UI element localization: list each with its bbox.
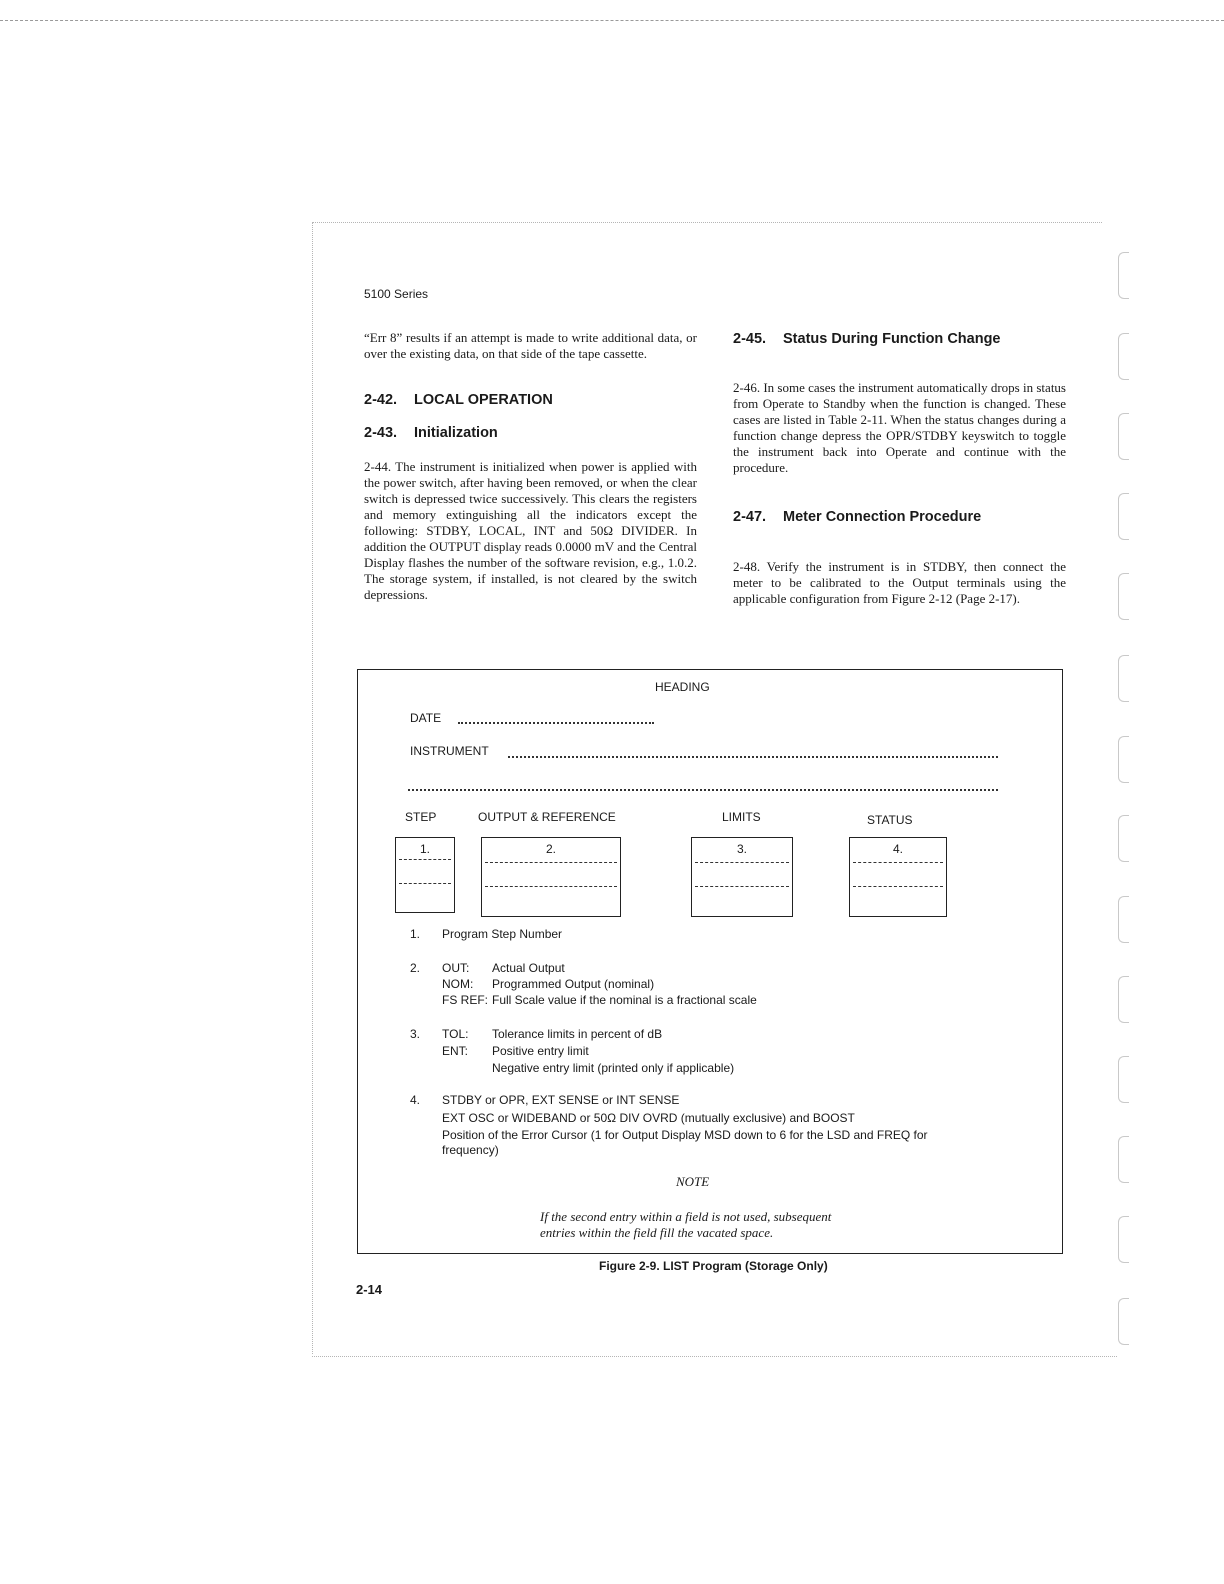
legend-number: 2. — [410, 961, 421, 975]
box-number: 4. — [892, 842, 903, 856]
binder-ring — [1118, 333, 1129, 380]
section-number: 2-45. — [733, 331, 767, 347]
section-2-47-heading — [733, 509, 981, 525]
instrument-dotted-line — [508, 756, 998, 758]
binder-ring — [1118, 1136, 1129, 1183]
binder-ring — [1118, 252, 1129, 299]
box-number: 1. — [419, 842, 430, 856]
page-edge-top — [312, 222, 1102, 223]
legend-key: TOL: — [442, 1027, 469, 1041]
legend-number: 1. — [410, 927, 421, 941]
note-title: NOTE — [676, 1174, 710, 1189]
date-dotted-line — [458, 722, 654, 724]
divider — [399, 859, 451, 860]
scan-edge-line — [0, 20, 1224, 21]
binder-ring — [1118, 736, 1129, 783]
status-column-label: STATUS — [867, 813, 913, 827]
divider — [399, 883, 451, 884]
legend-text: Tolerance limits in percent of dB — [492, 1027, 663, 1041]
section-title: Initialization — [414, 425, 498, 441]
section-number: 2-47. — [733, 509, 767, 525]
section-number: 2-43. — [364, 425, 398, 441]
figure-caption: Figure 2-9. LIST Program (Storage Only) — [599, 1259, 828, 1273]
section-number: 2-42. — [364, 392, 398, 408]
binder-ring — [1118, 896, 1129, 943]
note-line: entries within the field fill the vacated space. — [540, 1225, 774, 1240]
instrument-label: INSTRUMENT — [410, 744, 489, 758]
binder-ring — [1118, 573, 1129, 620]
output-reference-column-label: OUTPUT & REFERENCE — [478, 810, 616, 824]
divider — [853, 862, 943, 863]
legend-text: Actual Output — [492, 961, 565, 975]
limits-column-label: LIMITS — [722, 810, 761, 824]
limits-box — [691, 837, 793, 917]
instrument-dotted-line-2 — [408, 789, 998, 791]
page-number: 2-14 — [356, 1282, 383, 1297]
legend-text: frequency) — [442, 1143, 499, 1157]
box-number: 3. — [736, 842, 747, 856]
section-2-45-heading — [733, 331, 1001, 347]
section-title: Status During Function Change — [783, 331, 1001, 347]
legend-text: Full Scale value if the nominal is a fractional scale — [492, 993, 757, 1007]
binder-ring — [1118, 413, 1129, 460]
series-header: 5100 Series — [364, 287, 429, 301]
legend-number: 3. — [410, 1027, 421, 1041]
page-edge-bottom — [312, 1356, 1117, 1357]
legend-text: Negative entry limit (printed only if applicable) — [492, 1061, 735, 1075]
date-label: DATE — [410, 711, 442, 725]
legend-text: Positive entry limit — [492, 1044, 589, 1058]
legend-key: FS REF: — [442, 993, 489, 1007]
legend-key: OUT: — [442, 961, 470, 975]
legend-text: Program Step Number — [442, 927, 563, 941]
binder-ring — [1118, 493, 1129, 540]
binder-ring — [1118, 976, 1129, 1023]
legend-text: Position of the Error Cursor (1 for Output Display MSD down to 6 for the LSD and FREQ for — [442, 1128, 928, 1142]
binder-ring — [1118, 1056, 1129, 1103]
output-reference-box — [481, 837, 621, 917]
page-edge-left — [312, 222, 313, 1354]
divider — [485, 886, 617, 887]
binder-ring — [1118, 1216, 1129, 1263]
paragraph-2-46: 2-46. In some cases the instrument automatically drops in status from Operate to Standby when the function is changed. These cases are listed in Table 2-11. When the status changes during a function change depress the OPR/STDBY keyswitch to toggle the instrument back into Operate and continue with the procedure. — [733, 380, 1066, 475]
legend-number: 4. — [410, 1093, 421, 1107]
legend-key: ENT: — [442, 1044, 469, 1058]
divider — [485, 862, 617, 863]
note-line: If the second entry within a field is not used, subsequent — [540, 1209, 832, 1224]
binder-ring — [1118, 1298, 1129, 1345]
step-column-label: STEP — [405, 810, 437, 824]
box-number: 2. — [545, 842, 556, 856]
paragraph-2-48: 2-48. Verify the instrument is in STDBY, then connect the meter to be calibrated to the Output terminals using the applicable configuration from Figure 2-12 (Page 2-17). — [733, 559, 1066, 606]
step-box — [395, 837, 455, 913]
section-2-42-heading — [364, 392, 553, 408]
status-box — [849, 837, 947, 917]
intro-paragraph: “Err 8” results if an attempt is made to write additional data, or over the existing data, on that side of the tape cassette. — [364, 330, 697, 361]
binder-ring — [1118, 815, 1129, 862]
divider — [853, 886, 943, 887]
legend-text: STDBY or OPR, EXT SENSE or INT SENSE — [442, 1093, 680, 1107]
section-2-43-heading — [364, 425, 498, 441]
figure-heading: HEADING — [655, 680, 710, 694]
figure-list-program — [357, 669, 1063, 1254]
legend-key: NOM: — [442, 977, 474, 991]
legend-text: Programmed Output (nominal) — [492, 977, 655, 991]
legend-text: EXT OSC or WIDEBAND or 50Ω DIV OVRD (mutually exclusive) and BOOST — [442, 1111, 855, 1125]
section-title: Meter Connection Procedure — [783, 509, 982, 525]
divider — [695, 886, 789, 887]
divider — [695, 862, 789, 863]
binder-ring — [1118, 655, 1129, 702]
section-title: LOCAL OPERATION — [414, 392, 553, 408]
paragraph-2-44: 2-44. The instrument is initialized when power is applied with the power switch, after having been removed, or when the clear switch is depressed twice successively. This clears the registers and memory extinguishing all the indicators except the following: STDBY, LOCAL, INT and 50Ω DIVIDER. In addition the OUTPUT display reads 0.0000 mV and the Central Display flashes the number of the software revision, e.g., 1.0.2. The storage system, if installed, is not cleared by the switch depressions. — [364, 459, 697, 602]
